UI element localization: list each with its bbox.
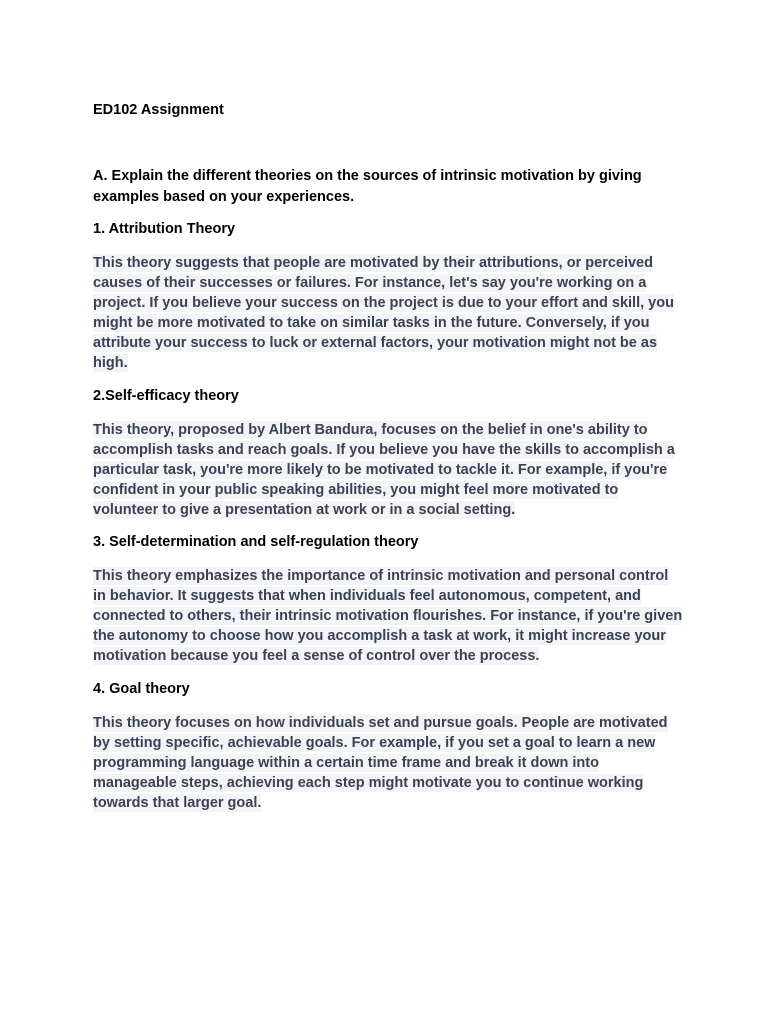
section-body	[93, 420, 683, 520]
section-heading: 3. Self-determination and self-regulation theory	[93, 534, 419, 551]
theory-section-self-efficacy	[93, 386, 683, 520]
section-body-text: This theory focuses on how individuals set and pursue goals. People are motivated by setting specific, achievable goals. For example, if you set a goal to learn a new programming language within a certain time frame and break it down into manageable steps, achieving each step might motivate you to continue working towards that larger goal.	[93, 714, 668, 811]
section-body	[93, 253, 683, 374]
section-heading: 4. Goal theory	[93, 680, 190, 697]
section-body-text: This theory suggests that people are motivated by their attributions, or perceived causes of their successes or failures. For instance, let's say you're working on a project. If you believe your success on the project is due to your effort and skill, you might be more motivated to take on similar tasks in the future. Conversely, if you attribute your success to luck or external factors, your motivation might not be as high.	[93, 255, 674, 372]
theory-section-goal	[93, 679, 683, 813]
section-heading: 1. Attribution Theory	[93, 221, 236, 237]
section-heading: 2.Self-efficacy theory	[93, 387, 239, 404]
document-content	[93, 100, 683, 813]
section-body	[93, 713, 683, 813]
theory-section-self-determination	[93, 532, 683, 666]
section-body-text: This theory, proposed by Albert Bandura, focuses on the belief in one's ability to accomplish tasks and reach goals. If you believe you have the skills to accomplish a particular task, you're more likely to be motivated to tackle it. For example, if you're confident in your public speaking abilities, you might feel more motivated to volunteer to give a presentation at work or in a social setting.	[93, 421, 675, 518]
section-body	[93, 566, 683, 666]
section-body-text: This theory emphasizes the importance of intrinsic motivation and personal control in behavior. It suggests that when individuals feel autonomous, competent, and connected to others, their intrinsic motivation flourishes. For instance, if you're given the autonomy to choose how you accomplish a task at work, it might increase your motivation because you feel a sense of control over the process.	[93, 568, 683, 665]
theory-section-attribution	[93, 219, 683, 374]
document-title: ED102 Assignment	[93, 102, 224, 118]
assignment-question: A. Explain the different theories on the sources of intrinsic motivation by giving examples based on your experiences.	[93, 168, 642, 205]
